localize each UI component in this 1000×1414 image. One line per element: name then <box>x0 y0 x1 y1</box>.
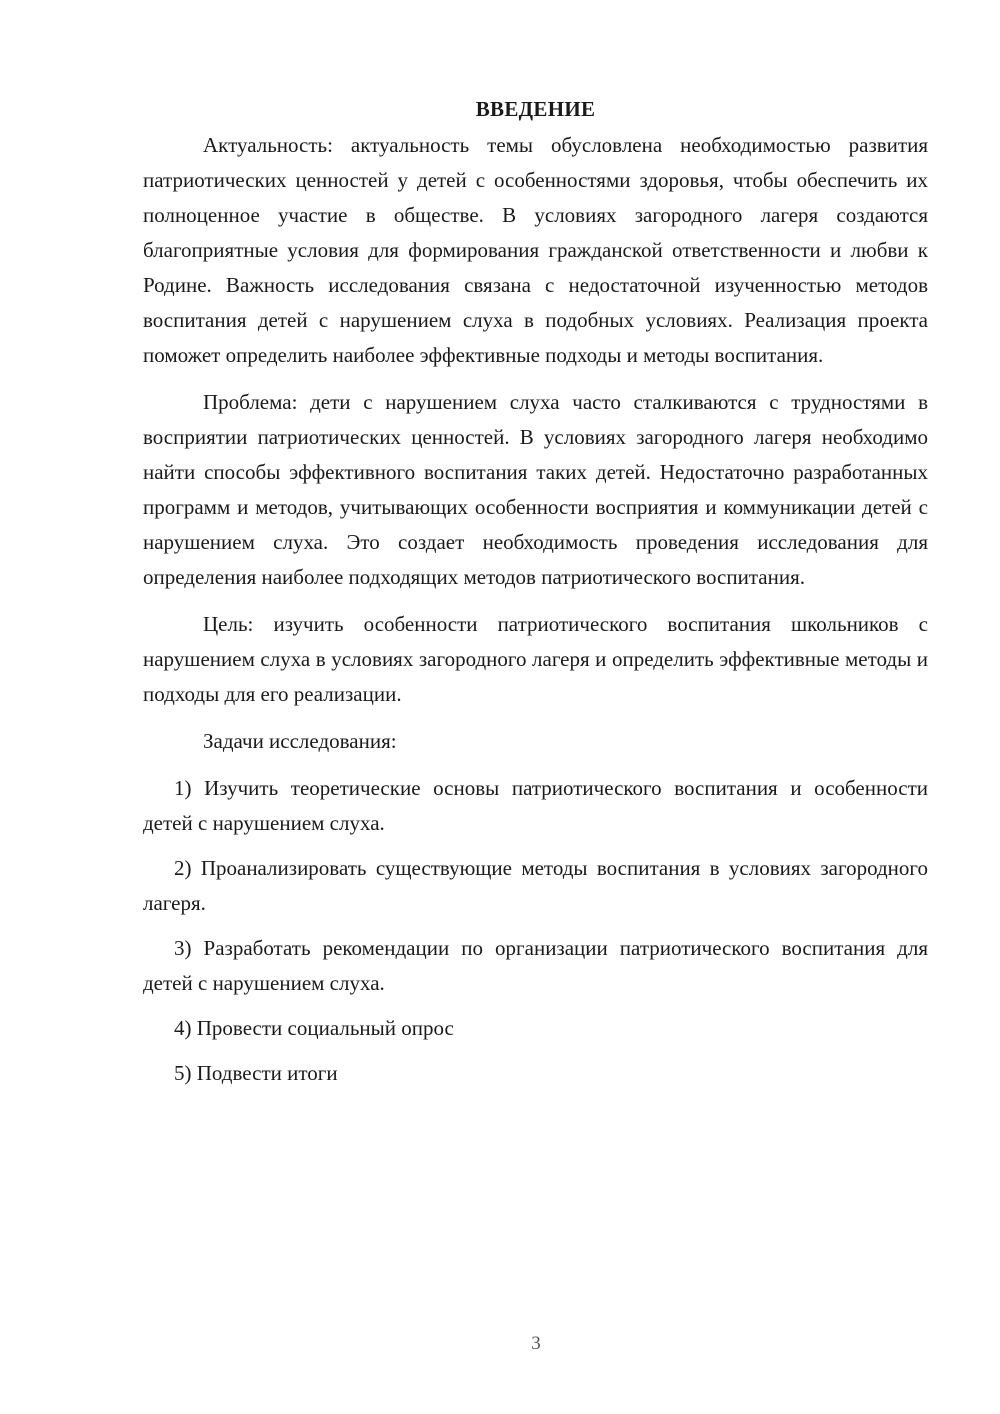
paragraph-goal: Цель: изучить особенности патриотического воспитания школьников с нарушением слуха в условиях загородного лагеря и определить эффективные методы и подходы для его реализации. <box>143 612 928 706</box>
page-number: 3 <box>531 1333 541 1354</box>
tasks-heading: Задачи исследования: <box>203 729 397 753</box>
task-item-2: 2) Проанализировать существующие методы воспитания в условиях загородного лагеря. <box>143 856 928 915</box>
paragraph-problem: Проблема: дети с нарушением слуха часто сталкиваются с трудностями в восприятии патриотических ценностей. В условиях загородного лагеря необходимо найти способы эффективного воспитания таких детей. Недостаточно разработанных программ и методов, учитывающих особенности восприятия и коммуникации детей с нарушением слуха. Это создает необходимость проведения исследования для определения наиболее подходящих методов патриотического воспитания. <box>143 390 928 589</box>
task-item-1: 1) Изучить теоретические основы патриотического воспитания и особенности детей с нарушением слуха. <box>143 776 928 835</box>
task-item-4: 4) Провести социальный опрос <box>174 1016 454 1040</box>
task-item-5: 5) Подвести итоги <box>174 1061 338 1085</box>
task-item-3: 3) Разработать рекомендации по организации патриотического воспитания для детей с нарушением слуха. <box>143 936 928 995</box>
paragraph-relevance: Актуальность: актуальность темы обусловлена необходимостью развития патриотических ценностей у детей с особенностями здоровья, чтобы обеспечить их полноценное участие в обществе. В условиях загородного лагеря создаются благоприятные условия для формирования гражданской ответственности и любви к Родине. Важность исследования связана с недостаточной изученностью методов воспитания детей с нарушением слуха в подобных условиях. Реализация проекта поможет определить наиболее эффективные подходы и методы воспитания. <box>143 133 928 367</box>
page-title: ВВЕДЕНИЕ <box>475 97 596 121</box>
page-content <box>143 92 928 1101</box>
